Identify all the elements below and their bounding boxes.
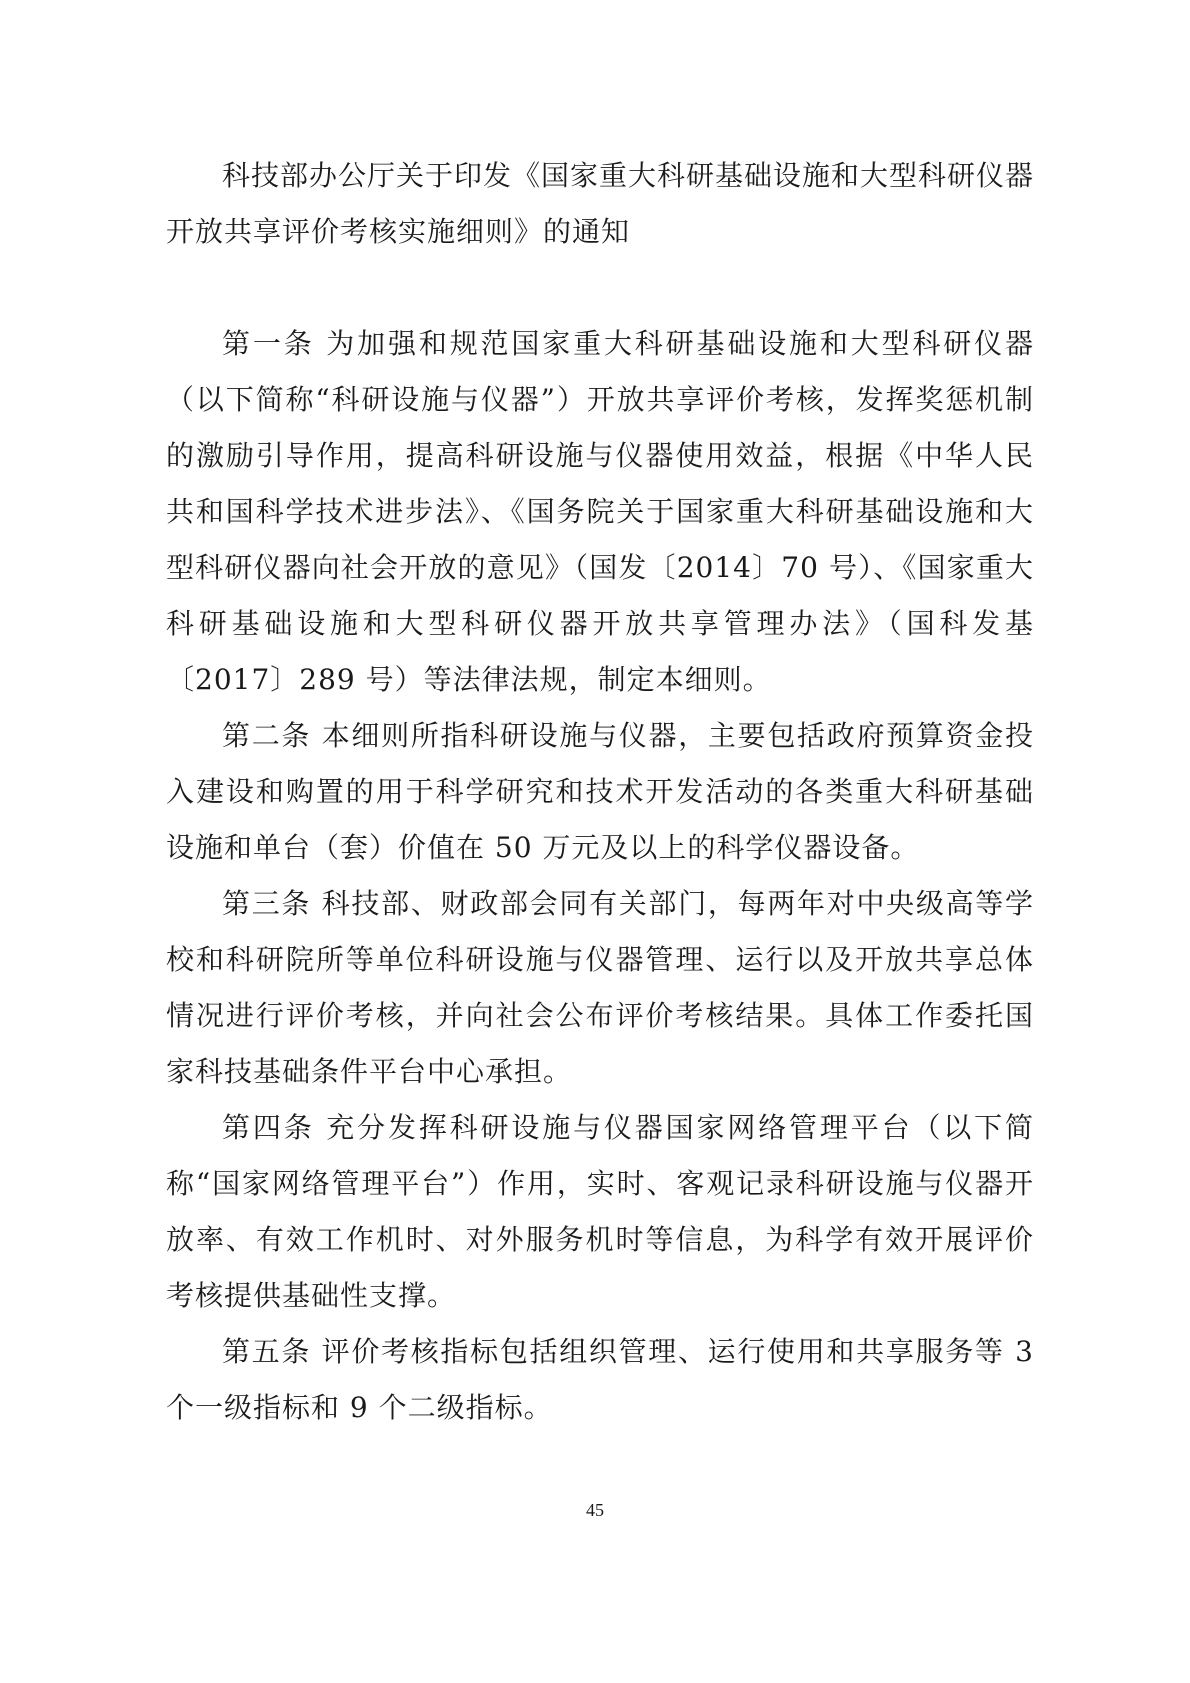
page-number: 45: [586, 1500, 604, 1520]
document-title: 科技部办公厅关于印发《国家重大科研基础设施和大型科研仪器开放共享评价考核实施细则》的通知: [166, 159, 1035, 248]
article-5: 第五条 评价考核指标包括组织管理、运行使用和共享服务等 3 个一级指标和 9 个二级指标。: [166, 1335, 1034, 1424]
article-4: 第四条 充分发挥科研设施与仪器国家网络管理平台（以下简称“国家网络管理平台”）作用，实时、客观记录科研设施与仪器开放率、有效工作机时、对外服务机时等信息，为科学有效开展评价考核提供基础性支撑。: [166, 1111, 1034, 1312]
article-1: 第一条 为加强和规范国家重大科研基础设施和大型科研仪器（以下简称“科研设施与仪器”）开放共享评价考核，发挥奖惩机制的激励引导作用，提高科研设施与仪器使用效益，根据《中华人民共和国科学技术进步法》、《国务院关于国家重大科研基础设施和大型科研仪器向社会开放的意见》（国发〔2014〕70 号）、《国家重大科研基础设施和大型科研仪器开放共享管理办法》（国科发基〔2017〕289 号）等法律法规，制定本细则。: [166, 327, 1034, 696]
article-3: 第三条 科技部、财政部会同有关部门，每两年对中央级高等学校和科研院所等单位科研设施与仪器管理、运行以及开放共享总体情况进行评价考核，并向社会公布评价考核结果。具体工作委托国家科技基础条件平台中心承担。: [166, 887, 1034, 1088]
document-body: [166, 148, 1034, 1436]
article-2: 第二条 本细则所指科研设施与仪器，主要包括政府预算资金投入建设和购置的用于科学研究和技术开发活动的各类重大科研基础设施和单台（套）价值在 50 万元及以上的科学仪器设备。: [166, 719, 1034, 864]
